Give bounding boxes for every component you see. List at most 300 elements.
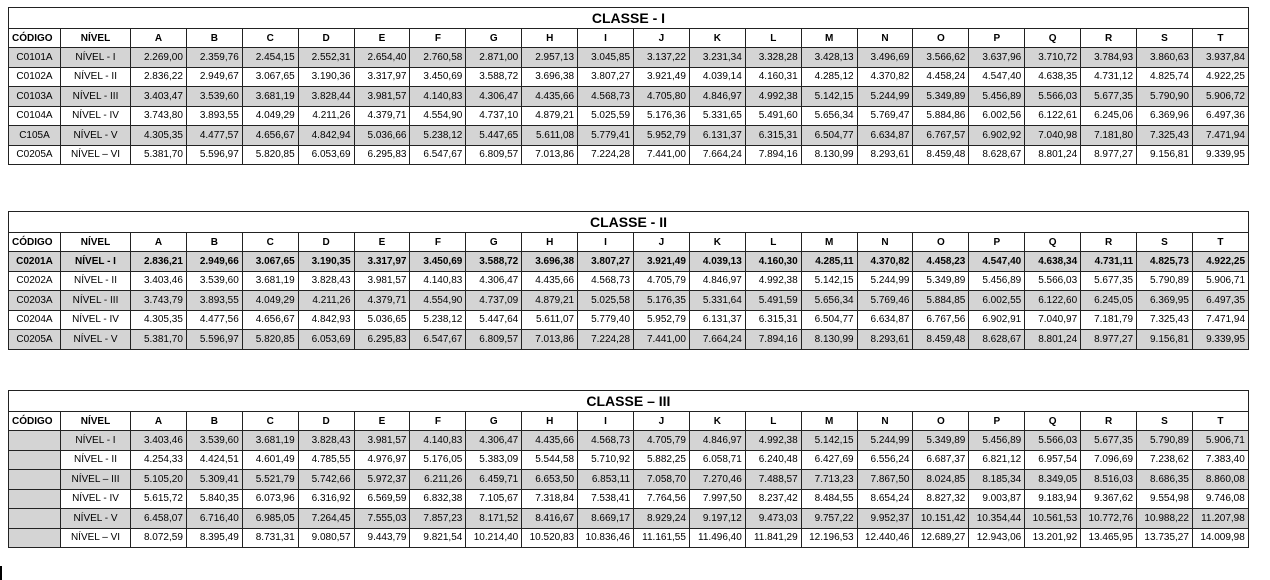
salary-value: 8.459,48: [913, 145, 969, 165]
salary-value: 5.383,09: [466, 450, 522, 470]
salary-value: 7.040,98: [1025, 126, 1081, 146]
salary-value: 7.471,94: [1192, 310, 1248, 330]
salary-value: 4.160,30: [745, 252, 801, 272]
header-col-b: B: [186, 29, 242, 48]
salary-value: 7.664,24: [689, 330, 745, 350]
salary-value: 3.190,36: [298, 67, 354, 87]
row-code: C0205A: [9, 330, 61, 350]
salary-value: 8.185,34: [969, 470, 1025, 490]
salary-value: 12.440,46: [857, 528, 913, 548]
salary-value: 4.370,82: [857, 252, 913, 272]
header-col-g: G: [466, 412, 522, 431]
salary-value: 6.369,96: [1137, 106, 1193, 126]
salary-value: 5.238,12: [410, 310, 466, 330]
salary-value: 6.556,24: [857, 450, 913, 470]
salary-value: 3.328,28: [745, 48, 801, 68]
row-code: C0201A: [9, 252, 61, 272]
salary-value: 3.067,65: [242, 67, 298, 87]
salary-value: 5.447,64: [466, 310, 522, 330]
header-col-n: N: [857, 233, 913, 252]
salary-value: 5.036,66: [354, 126, 410, 146]
salary-value: 4.306,47: [466, 431, 522, 451]
salary-value: 2.949,66: [186, 252, 242, 272]
salary-value: 4.731,12: [1081, 67, 1137, 87]
salary-value: 5.331,64: [689, 291, 745, 311]
salary-value: 2.454,15: [242, 48, 298, 68]
salary-value: 4.379,71: [354, 106, 410, 126]
salary-value: 6.240,48: [745, 450, 801, 470]
salary-value: 7.325,43: [1137, 126, 1193, 146]
salary-value: 6.957,54: [1025, 450, 1081, 470]
salary-value: 10.354,44: [969, 509, 1025, 529]
salary-value: 8.293,61: [857, 145, 913, 165]
table-row: [9, 450, 1249, 470]
salary-value: 6.547,67: [410, 330, 466, 350]
salary-value: 7.040,97: [1025, 310, 1081, 330]
salary-value: 7.181,79: [1081, 310, 1137, 330]
salary-value: 9.367,62: [1081, 489, 1137, 509]
salary-value: 8.237,42: [745, 489, 801, 509]
salary-value: 4.601,49: [242, 450, 298, 470]
salary-value: 10.151,42: [913, 509, 969, 529]
header-col-o: O: [913, 29, 969, 48]
salary-value: 4.879,21: [522, 291, 578, 311]
row-level: NÍVEL - I: [61, 252, 131, 272]
salary-value: 7.264,45: [298, 509, 354, 529]
header-col-t: T: [1192, 412, 1248, 431]
header-col-a: A: [131, 29, 187, 48]
salary-value: 4.049,29: [242, 106, 298, 126]
salary-value: 5.025,58: [578, 291, 634, 311]
table-row: [9, 291, 1249, 311]
salary-value: 4.211,26: [298, 106, 354, 126]
salary-value: 5.790,89: [1137, 431, 1193, 451]
header-col-h: H: [522, 233, 578, 252]
salary-value: 6.504,77: [801, 126, 857, 146]
header-col-h: H: [522, 29, 578, 48]
salary-value: 7.181,80: [1081, 126, 1137, 146]
salary-value: 3.496,69: [857, 48, 913, 68]
salary-value: 4.737,10: [466, 106, 522, 126]
table-title-row: [9, 391, 1249, 412]
row-level: NÍVEL - V: [61, 330, 131, 350]
header-col-t: T: [1192, 233, 1248, 252]
row-level: NÍVEL - V: [61, 126, 131, 146]
salary-value: 6.821,12: [969, 450, 1025, 470]
header-col-q: Q: [1025, 412, 1081, 431]
salary-value: 7.894,16: [745, 330, 801, 350]
table-header-row: [9, 412, 1249, 431]
salary-value: 6.832,38: [410, 489, 466, 509]
salary-value: 3.828,43: [298, 271, 354, 291]
row-code: C0101A: [9, 48, 61, 68]
salary-value: 4.842,93: [298, 310, 354, 330]
salary-value: 4.140,83: [410, 271, 466, 291]
salary-value: 7.013,86: [522, 330, 578, 350]
salary-value: 5.820,85: [242, 330, 298, 350]
salary-value: 3.566,62: [913, 48, 969, 68]
salary-value: 6.504,77: [801, 310, 857, 330]
salary-value: 4.879,21: [522, 106, 578, 126]
salary-value: 6.122,61: [1025, 106, 1081, 126]
salary-value: 7.764,56: [634, 489, 690, 509]
salary-value: 5.447,65: [466, 126, 522, 146]
salary-value: 5.036,65: [354, 310, 410, 330]
salary-value: 3.450,69: [410, 252, 466, 272]
salary-value: 7.105,67: [466, 489, 522, 509]
header-col-m: M: [801, 412, 857, 431]
salary-value: 9.554,98: [1137, 489, 1193, 509]
salary-value: 3.539,60: [186, 271, 242, 291]
salary-value: 7.488,57: [745, 470, 801, 490]
header-col-c: C: [242, 233, 298, 252]
salary-value: 7.224,28: [578, 330, 634, 350]
salary-value: 5.025,59: [578, 106, 634, 126]
salary-value: 4.976,97: [354, 450, 410, 470]
salary-value: 13.465,95: [1081, 528, 1137, 548]
salary-value: 3.450,69: [410, 67, 466, 87]
salary-value: 4.992,38: [745, 87, 801, 107]
salary-value: 7.894,16: [745, 145, 801, 165]
salary-value: 5.779,41: [578, 126, 634, 146]
salary-value: 3.981,57: [354, 87, 410, 107]
salary-value: 8.731,31: [242, 528, 298, 548]
salary-value: 4.140,83: [410, 87, 466, 107]
salary-value: 7.441,00: [634, 330, 690, 350]
header-col-d: D: [298, 233, 354, 252]
header-col-j: J: [634, 233, 690, 252]
salary-value: 8.130,99: [801, 330, 857, 350]
header-col-k: K: [689, 412, 745, 431]
salary-value: 4.211,26: [298, 291, 354, 311]
salary-value: 4.285,11: [801, 252, 857, 272]
salary-value: 7.238,62: [1137, 450, 1193, 470]
salary-value: 9.952,37: [857, 509, 913, 529]
salary-value: 5.972,37: [354, 470, 410, 490]
salary-value: 5.952,79: [634, 310, 690, 330]
salary-value: 5.456,89: [969, 431, 1025, 451]
salary-value: 5.677,35: [1081, 271, 1137, 291]
row-code: [9, 489, 61, 509]
salary-value: 12.196,53: [801, 528, 857, 548]
salary-value: 7.224,28: [578, 145, 634, 165]
salary-value: 4.554,90: [410, 291, 466, 311]
salary-value: 4.638,35: [1025, 67, 1081, 87]
salary-value: 5.906,72: [1192, 87, 1248, 107]
row-level: NÍVEL - II: [61, 450, 131, 470]
table-row: [9, 87, 1249, 107]
salary-value: 7.096,69: [1081, 450, 1137, 470]
salary-value: 5.596,97: [186, 330, 242, 350]
salary-value: 10.988,22: [1137, 509, 1193, 529]
salary-value: 5.611,07: [522, 310, 578, 330]
salary-value: 6.809,57: [466, 145, 522, 165]
salary-value: 5.381,70: [131, 330, 187, 350]
salary-value: 6.002,56: [969, 106, 1025, 126]
salary-value: 3.539,60: [186, 87, 242, 107]
salary-value: 5.244,99: [857, 431, 913, 451]
header-col-j: J: [634, 412, 690, 431]
table-title: CLASSE - I: [9, 8, 1249, 29]
salary-value: 6.073,96: [242, 489, 298, 509]
salary-value: 5.176,05: [410, 450, 466, 470]
row-level: NÍVEL - II: [61, 67, 131, 87]
salary-value: 3.428,13: [801, 48, 857, 68]
row-code: [9, 528, 61, 548]
salary-value: 5.710,92: [578, 450, 634, 470]
header-col-o: O: [913, 412, 969, 431]
salary-value: 8.686,35: [1137, 470, 1193, 490]
row-code: C0205A: [9, 145, 61, 165]
header-col-q: Q: [1025, 233, 1081, 252]
table-row: [9, 48, 1249, 68]
salary-value: 4.160,31: [745, 67, 801, 87]
salary-value: 8.171,52: [466, 509, 522, 529]
header-col-l: L: [745, 29, 801, 48]
salary-table-classe-2: [8, 211, 1249, 350]
salary-value: 6.058,71: [689, 450, 745, 470]
salary-value: 6.767,56: [913, 310, 969, 330]
salary-value: 4.554,90: [410, 106, 466, 126]
salary-value: 5.906,71: [1192, 431, 1248, 451]
salary-value: 6.295,83: [354, 330, 410, 350]
salary-value: 8.628,67: [969, 330, 1025, 350]
salary-value: 6.131,37: [689, 310, 745, 330]
salary-value: 10.772,76: [1081, 509, 1137, 529]
header-col-f: F: [410, 233, 466, 252]
salary-value: 9.473,03: [745, 509, 801, 529]
salary-value: 6.211,26: [410, 470, 466, 490]
salary-value: 6.295,83: [354, 145, 410, 165]
salary-value: 4.435,66: [522, 431, 578, 451]
salary-value: 8.860,08: [1192, 470, 1248, 490]
salary-value: 5.611,08: [522, 126, 578, 146]
salary-value: 6.053,69: [298, 330, 354, 350]
salary-value: 9.156,81: [1137, 330, 1193, 350]
salary-value: 6.634,87: [857, 126, 913, 146]
row-code: C0204A: [9, 310, 61, 330]
salary-value: 6.458,07: [131, 509, 187, 529]
salary-value: 2.760,58: [410, 48, 466, 68]
table-row: [9, 528, 1249, 548]
header-col-e: E: [354, 29, 410, 48]
salary-value: 9.339,95: [1192, 145, 1248, 165]
header-col-g: G: [466, 233, 522, 252]
table-row: [9, 310, 1249, 330]
header-col-i: I: [578, 412, 634, 431]
salary-value: 5.677,35: [1081, 431, 1137, 451]
salary-value: 8.416,67: [522, 509, 578, 529]
header-codigo: CÓDIGO: [9, 233, 61, 252]
salary-value: 13.201,92: [1025, 528, 1081, 548]
header-nivel: NÍVEL: [61, 29, 131, 48]
salary-value: 4.305,35: [131, 126, 187, 146]
salary-value: 6.809,57: [466, 330, 522, 350]
salary-value: 4.922,25: [1192, 252, 1248, 272]
salary-value: 13.735,27: [1137, 528, 1193, 548]
salary-value: 2.836,22: [131, 67, 187, 87]
salary-value: 4.547,40: [969, 67, 1025, 87]
salary-value: 5.142,15: [801, 271, 857, 291]
salary-value: 7.555,03: [354, 509, 410, 529]
salary-value: 5.142,15: [801, 431, 857, 451]
salary-value: 3.696,38: [522, 67, 578, 87]
header-col-l: L: [745, 412, 801, 431]
salary-value: 9.821,54: [410, 528, 466, 548]
header-col-c: C: [242, 412, 298, 431]
salary-value: 5.820,85: [242, 145, 298, 165]
header-col-e: E: [354, 233, 410, 252]
salary-value: 3.710,72: [1025, 48, 1081, 68]
salary-value: 4.846,97: [689, 271, 745, 291]
table-row: [9, 145, 1249, 165]
salary-value: 5.769,46: [857, 291, 913, 311]
salary-value: 4.458,23: [913, 252, 969, 272]
salary-value: 4.458,24: [913, 67, 969, 87]
salary-value: 8.349,05: [1025, 470, 1081, 490]
salary-value: 3.588,72: [466, 67, 522, 87]
header-col-q: Q: [1025, 29, 1081, 48]
salary-value: 4.435,66: [522, 87, 578, 107]
header-col-b: B: [186, 233, 242, 252]
salary-value: 3.860,63: [1137, 48, 1193, 68]
salary-value: 5.566,03: [1025, 87, 1081, 107]
header-col-o: O: [913, 233, 969, 252]
salary-table-classe-1: [8, 7, 1249, 165]
salary-value: 7.013,86: [522, 145, 578, 165]
salary-value: 3.981,57: [354, 271, 410, 291]
salary-value: 2.949,67: [186, 67, 242, 87]
salary-value: 12.689,27: [913, 528, 969, 548]
salary-value: 7.867,50: [857, 470, 913, 490]
salary-value: 8.977,27: [1081, 330, 1137, 350]
salary-value: 2.957,13: [522, 48, 578, 68]
header-col-e: E: [354, 412, 410, 431]
salary-value: 5.790,89: [1137, 271, 1193, 291]
salary-value: 6.459,71: [466, 470, 522, 490]
salary-value: 8.801,24: [1025, 145, 1081, 165]
salary-value: 5.491,59: [745, 291, 801, 311]
salary-value: 6.853,11: [578, 470, 634, 490]
salary-value: 5.656,34: [801, 106, 857, 126]
salary-value: 4.140,83: [410, 431, 466, 451]
salary-value: 3.893,55: [186, 291, 242, 311]
table-title: CLASSE – III: [9, 391, 1249, 412]
row-code: [9, 431, 61, 451]
salary-value: 4.825,73: [1137, 252, 1193, 272]
salary-value: 6.497,36: [1192, 106, 1248, 126]
table-title-row: [9, 212, 1249, 233]
row-code: C0104A: [9, 106, 61, 126]
salary-value: 4.370,82: [857, 67, 913, 87]
header-col-b: B: [186, 412, 242, 431]
salary-value: 10.561,53: [1025, 509, 1081, 529]
row-level: NÍVEL - II: [61, 271, 131, 291]
salary-value: 5.105,20: [131, 470, 187, 490]
table-title: CLASSE - II: [9, 212, 1249, 233]
salary-value: 5.176,36: [634, 106, 690, 126]
salary-value: 5.677,35: [1081, 87, 1137, 107]
salary-value: 10.520,83: [522, 528, 578, 548]
salary-value: 8.516,03: [1081, 470, 1137, 490]
salary-value: 5.840,35: [186, 489, 242, 509]
row-code: C0103A: [9, 87, 61, 107]
salary-value: 11.841,29: [745, 528, 801, 548]
table-row: [9, 67, 1249, 87]
table-row: [9, 126, 1249, 146]
salary-value: 6.315,31: [745, 310, 801, 330]
page-edge-mark: [0, 566, 2, 580]
salary-value: 3.403,46: [131, 271, 187, 291]
salary-value: 10.836,46: [578, 528, 634, 548]
salary-value: 4.731,11: [1081, 252, 1137, 272]
header-col-n: N: [857, 29, 913, 48]
header-col-g: G: [466, 29, 522, 48]
row-code: [9, 509, 61, 529]
header-nivel: NÍVEL: [61, 233, 131, 252]
salary-value: 6.497,35: [1192, 291, 1248, 311]
salary-value: 4.049,29: [242, 291, 298, 311]
salary-value: 7.713,23: [801, 470, 857, 490]
salary-value: 11.496,40: [689, 528, 745, 548]
salary-value: 3.317,97: [354, 252, 410, 272]
salary-value: 4.477,57: [186, 126, 242, 146]
salary-value: 9.746,08: [1192, 489, 1248, 509]
row-level: NÍVEL - V: [61, 509, 131, 529]
salary-value: 5.882,25: [634, 450, 690, 470]
table-title-row: [9, 8, 1249, 29]
salary-value: 4.568,73: [578, 431, 634, 451]
salary-value: 3.403,46: [131, 431, 187, 451]
salary-value: 3.681,19: [242, 431, 298, 451]
salary-value: 3.696,38: [522, 252, 578, 272]
header-col-n: N: [857, 412, 913, 431]
salary-value: 11.161,55: [634, 528, 690, 548]
salary-value: 4.477,56: [186, 310, 242, 330]
salary-value: 7.318,84: [522, 489, 578, 509]
table-row: [9, 431, 1249, 451]
salary-value: 2.359,76: [186, 48, 242, 68]
salary-value: 8.929,24: [634, 509, 690, 529]
salary-value: 2.552,31: [298, 48, 354, 68]
salary-value: 5.331,65: [689, 106, 745, 126]
salary-value: 3.981,57: [354, 431, 410, 451]
salary-value: 3.937,84: [1192, 48, 1248, 68]
row-level: NÍVEL - I: [61, 431, 131, 451]
row-code: C0203A: [9, 291, 61, 311]
salary-value: 8.459,48: [913, 330, 969, 350]
salary-value: 10.214,40: [466, 528, 522, 548]
salary-value: 4.285,12: [801, 67, 857, 87]
salary-value: 2.654,40: [354, 48, 410, 68]
salary-value: 6.716,40: [186, 509, 242, 529]
salary-value: 7.058,70: [634, 470, 690, 490]
salary-value: 3.067,65: [242, 252, 298, 272]
table-header-row: [9, 29, 1249, 48]
header-col-a: A: [131, 233, 187, 252]
salary-value: 4.435,66: [522, 271, 578, 291]
row-level: NÍVEL - IV: [61, 106, 131, 126]
salary-value: 6.122,60: [1025, 291, 1081, 311]
header-col-i: I: [578, 233, 634, 252]
salary-value: 2.836,21: [131, 252, 187, 272]
header-col-j: J: [634, 29, 690, 48]
header-codigo: CÓDIGO: [9, 412, 61, 431]
salary-value: 8.628,67: [969, 145, 1025, 165]
salary-value: 5.176,35: [634, 291, 690, 311]
header-col-a: A: [131, 412, 187, 431]
row-code: C0102A: [9, 67, 61, 87]
